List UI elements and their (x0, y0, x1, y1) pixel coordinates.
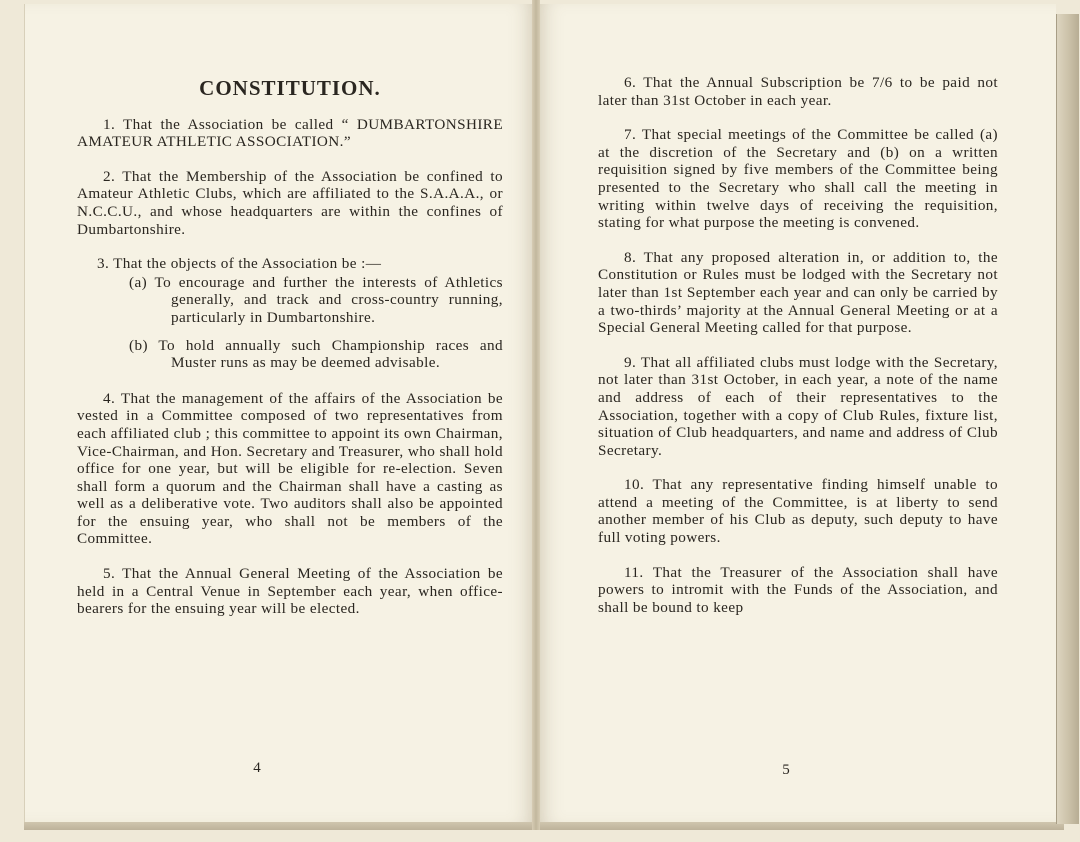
clause-6: 6. That the Annual Subscription be 7/6 to be paid not later than 31st October in each year. (598, 74, 998, 109)
left-page-text (77, 76, 503, 635)
clause-7: 7. That special meetings of the Committee be called (a) at the discretion of the Secretary and (b) on a written requisition signed by five members of the Committee being presented to the Secretary who shall call the meeting in writing within twelve days of receiving the requisition, stating for what purpose the meeting is convened. (598, 126, 998, 232)
page-number-left: 4 (253, 760, 261, 776)
page-title: CONSTITUTION. (199, 76, 381, 100)
right-page (536, 4, 1056, 822)
clause-4: 4. That the management of the affairs of the Association be vested in a Committee composed of two representatives from each affiliated club ; this committee to appoint its own Chairman, Vice-Chairman, and Hon. Secretary and Treasurer, who shall hold office for one year, but will be eligible for re-election. Seven shall form a quorum and the Chairman shall have a casting as well as a deliberative vote. Two auditors shall also be appointed for the ensuing year, who shall not be members of the Committee. (77, 389, 503, 548)
clause-2: 2. That the Membership of the Association be confined to Amateur Athletic Clubs, which are affiliated to the S.A.A.A., or N.C.C.U., and whose headquarters are within the confines of Dumbartonshire. (77, 167, 503, 238)
clause-3a: (a) To encourage and further the interests of Athletics generally, and track and cross-country running, particularly in Dumbartonshire. (129, 273, 503, 326)
clause-3-intro: 3. That the objects of the Association be :— (97, 255, 382, 273)
page-number-right: 5 (782, 762, 790, 778)
left-page (24, 4, 536, 822)
clause-5: 5. That the Annual General Meeting of the Association be held in a Central Venue in September each year, when office-bearers for the ensuing year will be elected. (77, 565, 503, 618)
clause-3b: (b) To hold annually such Championship races and Muster runs as may be deemed advisable. (129, 336, 503, 372)
clause-1: 1. That the Association be called “ DUMBARTONSHIRE AMATEUR ATHLETIC ASSOCIATION.” (77, 115, 503, 151)
clause-9: 9. That all affiliated clubs must lodge with the Secretary, not later than 31st October, in each year, a note of the name and address of each of their representatives to the Association, together with a copy of Club Rules, fixture list, situation of Club headquarters, and name and address of Club Secretary. (598, 353, 998, 459)
clause-8: 8. That any proposed alteration in, or addition to, the Constitution or Rules must be lodged with the Secretary not later than 1st September each year and can only be carried by a two-thirds’ majority at the Annual General Meeting or at a Special General Meeting called for that purpose. (598, 248, 998, 337)
page-stack-right-edge (1056, 14, 1079, 824)
right-page-text (598, 74, 998, 633)
booklet-spine (532, 0, 540, 830)
clause-10: 10. That any representative finding himself unable to attend a meeting of the Committee, is at liberty to send another member of his Club as deputy, such deputy to have full voting powers. (598, 476, 998, 547)
clause-11: 11. That the Treasurer of the Association shall have powers to intromit with the Funds of the Association, and shall be bound to keep (598, 563, 998, 616)
